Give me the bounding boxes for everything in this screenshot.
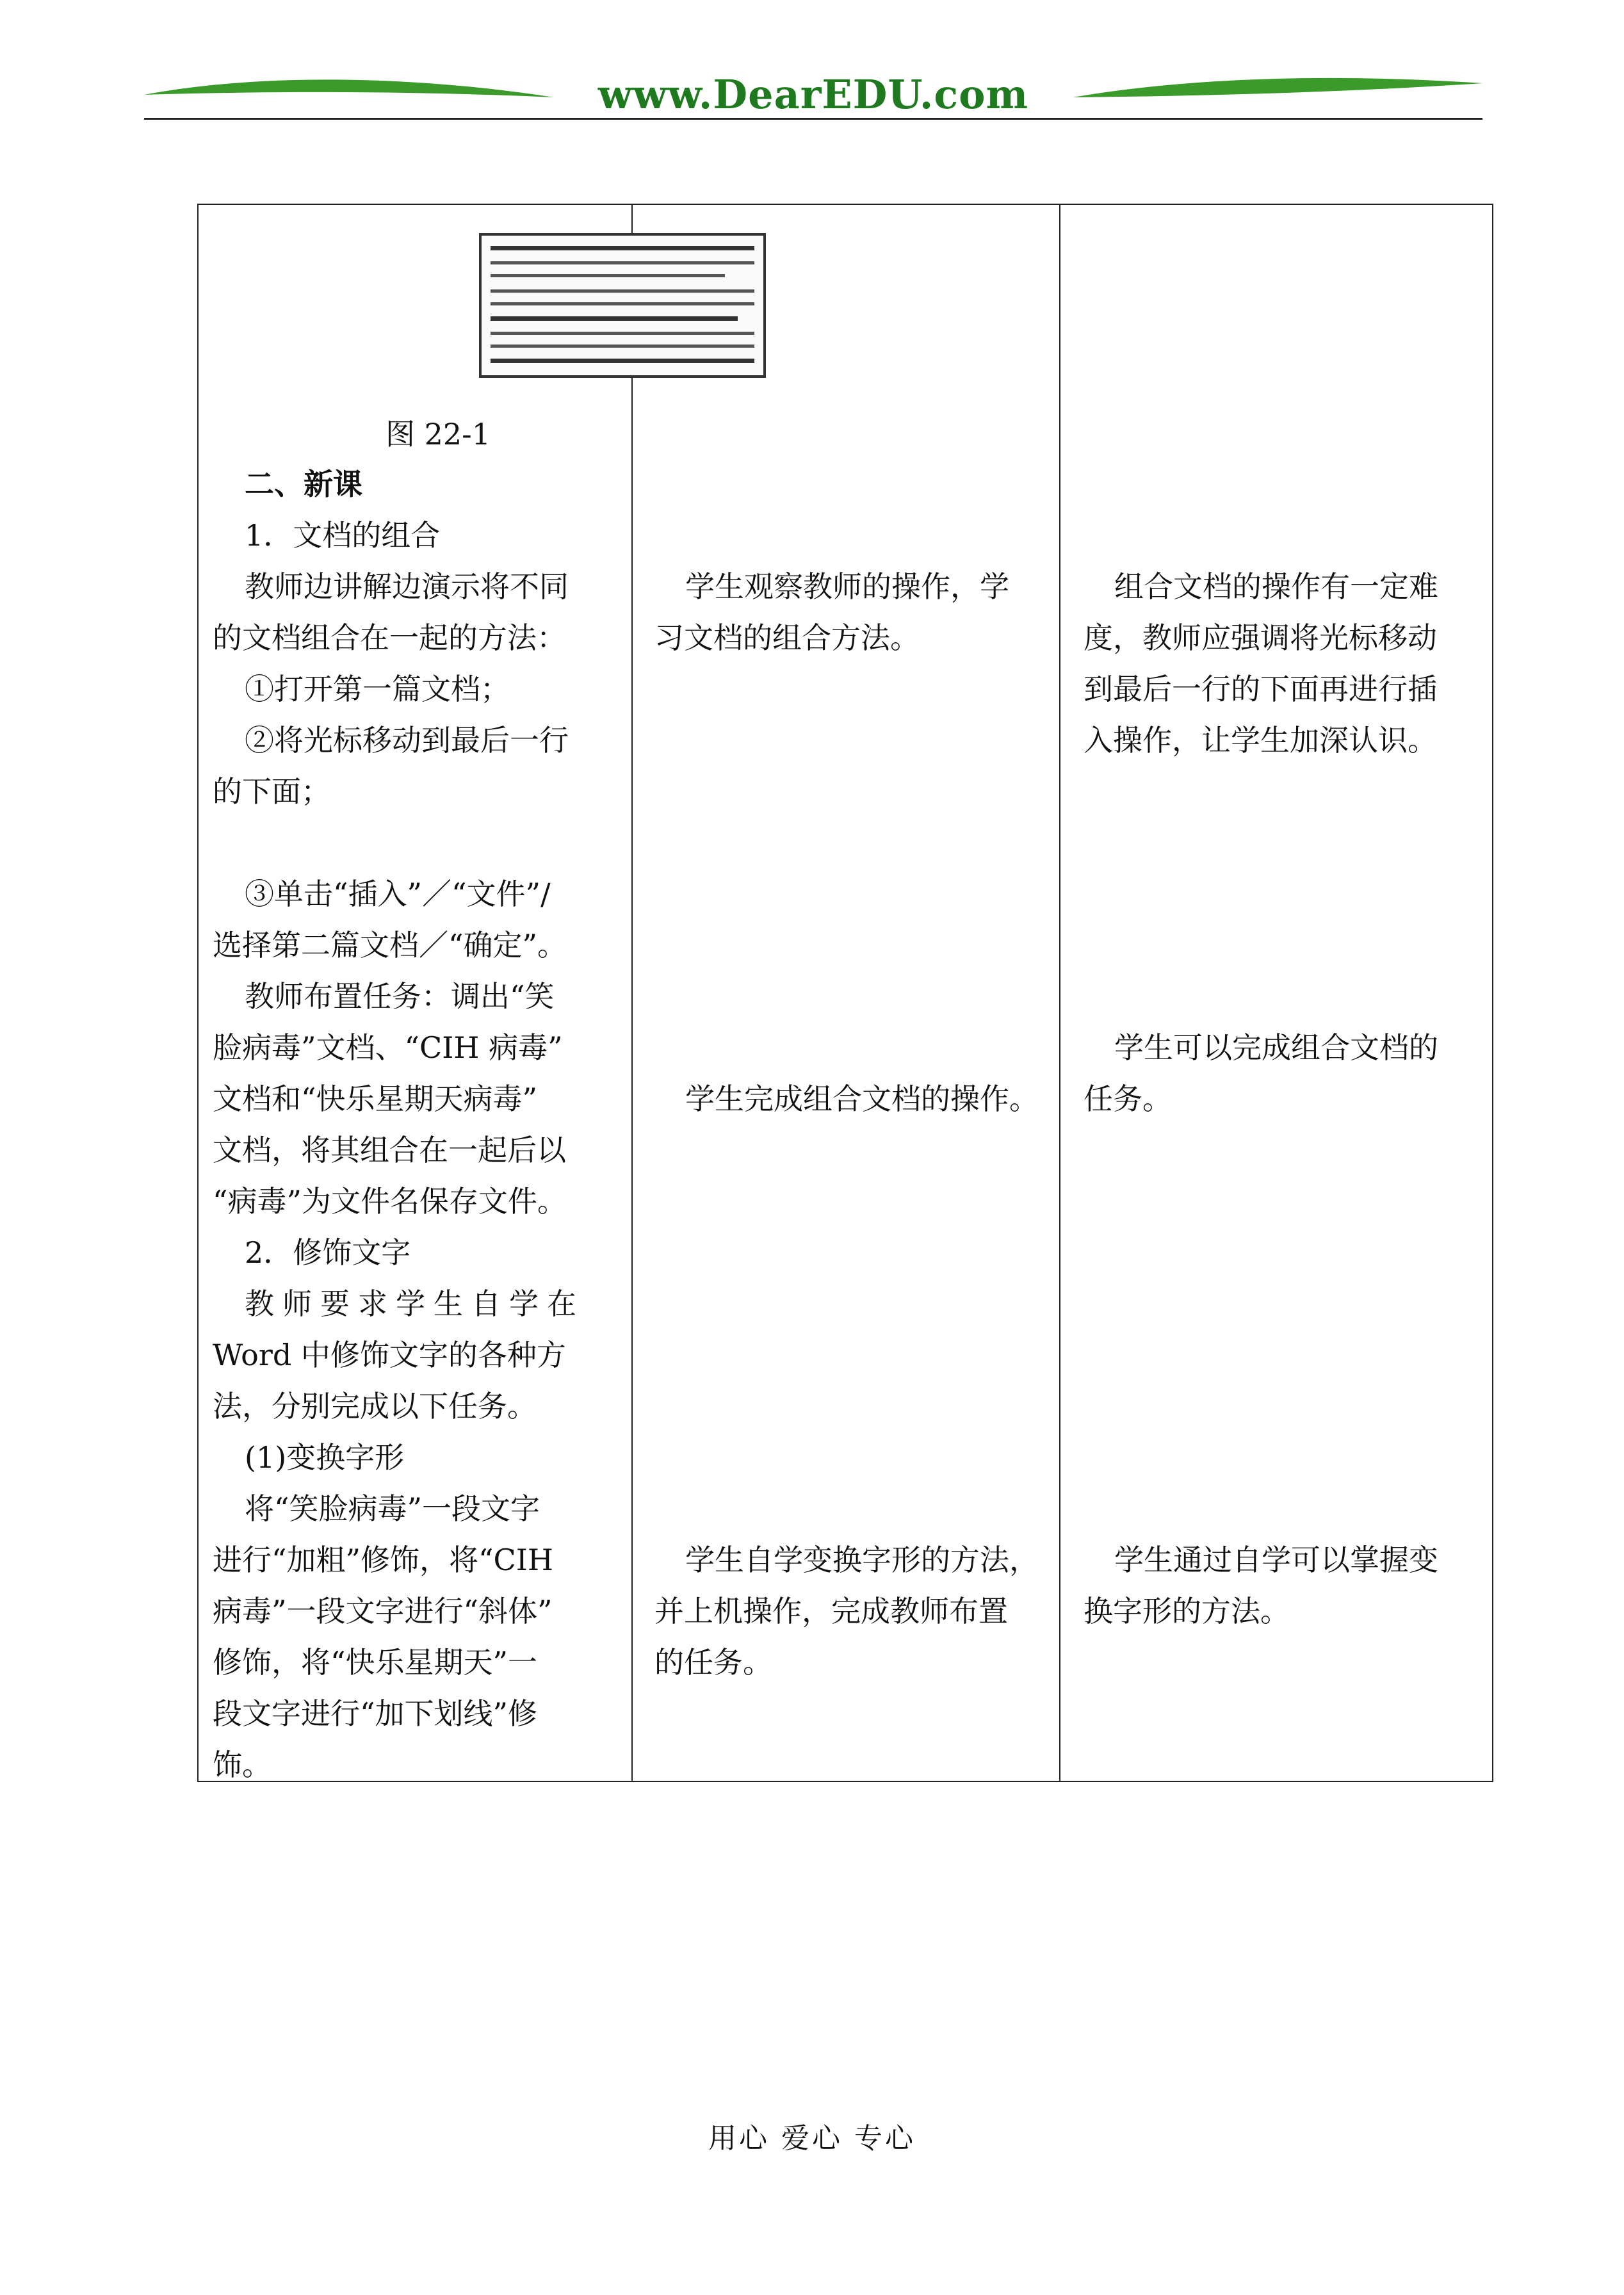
text-line: 任务。 [1084,1082,1172,1116]
text-line: 学生完成组合文档的操作。 [685,1082,1039,1116]
text-line: 换字形的方法。 [1084,1594,1290,1628]
text-line: 脸病毒”文档、“CIH 病毒” [213,1030,563,1065]
step-item: ③单击“插入”／“文件”/ [245,877,551,911]
text-line: 教师布置任务：调出“笑 [245,979,555,1014]
text-line: 将“笑脸病毒”一段文字 [245,1491,540,1526]
text-line: 学生通过自学可以掌握变 [1114,1543,1438,1577]
text-line: “病毒”为文件名保存文件。 [213,1184,567,1219]
section-heading: 二、新课 [245,467,362,501]
subsection-heading: (1)变换字形 [245,1440,405,1475]
text-line: 段文字进行“加下划线”修 [213,1696,538,1731]
text-line: 法，分别完成以下任务。 [213,1389,537,1423]
text-line: 学生可以完成组合文档的 [1114,1030,1438,1065]
text-line: 饰。 [213,1748,272,1782]
site-header-banner [144,69,1482,120]
text-line: 到最后一行的下面再进行插 [1084,672,1437,706]
subsection-heading: 1．文档的组合 [245,518,441,553]
step-item: ①打开第一篇文档； [245,672,510,706]
text-line: 文档，将其组合在一起后以 [213,1133,566,1167]
text-line: 教师边讲解边演示将不同 [245,569,569,604]
text-line: 修饰，将“快乐星期天”一 [213,1645,538,1680]
text-line: 教师要求学生自学在 [245,1286,585,1321]
page-footer: 用心 爱心 专心 [708,2122,916,2155]
subsection-heading: 2．修饰文字 [245,1235,411,1270]
lesson-table [197,204,1493,1782]
text-line: 学生自学变换字形的方法， [685,1543,1039,1577]
student-activity-column [654,205,1064,1781]
text-line: 的任务。 [654,1645,772,1680]
text-line: 选择第二篇文档／“确定”。 [213,928,567,962]
text-line: 组合文档的操作有一定难 [1114,569,1438,604]
design-intent-column [1084,205,1493,1781]
text-line: 进行“加粗”修饰，将“CIH [213,1543,554,1577]
text-line: 入操作，让学生加深认识。 [1084,723,1437,758]
text-line: 并上机操作，完成教师布置 [654,1594,1008,1628]
text-line: 学生观察教师的操作，学 [685,569,1009,604]
site-name: www.DearEDU.com [597,71,1029,118]
header-rule [144,118,1482,120]
text-line: 度，教师应强调将光标移动 [1084,620,1437,655]
text-line: 文档和“快乐星期天病毒” [213,1082,538,1116]
figure-caption: 图 22-1 [386,417,491,451]
text-line: 习文档的组合方法。 [654,620,920,655]
teacher-activity-column [213,205,628,1781]
text-line: 的文档组合在一起的方法： [213,620,566,655]
column-divider [631,205,633,1781]
text-line: 的下面； [213,774,330,809]
text-line: 病毒”一段文字进行“斜体” [213,1594,553,1628]
text-line: Word 中修饰文字的各种方 [213,1338,566,1372]
step-item: ②将光标移动到最后一行 [245,723,569,758]
